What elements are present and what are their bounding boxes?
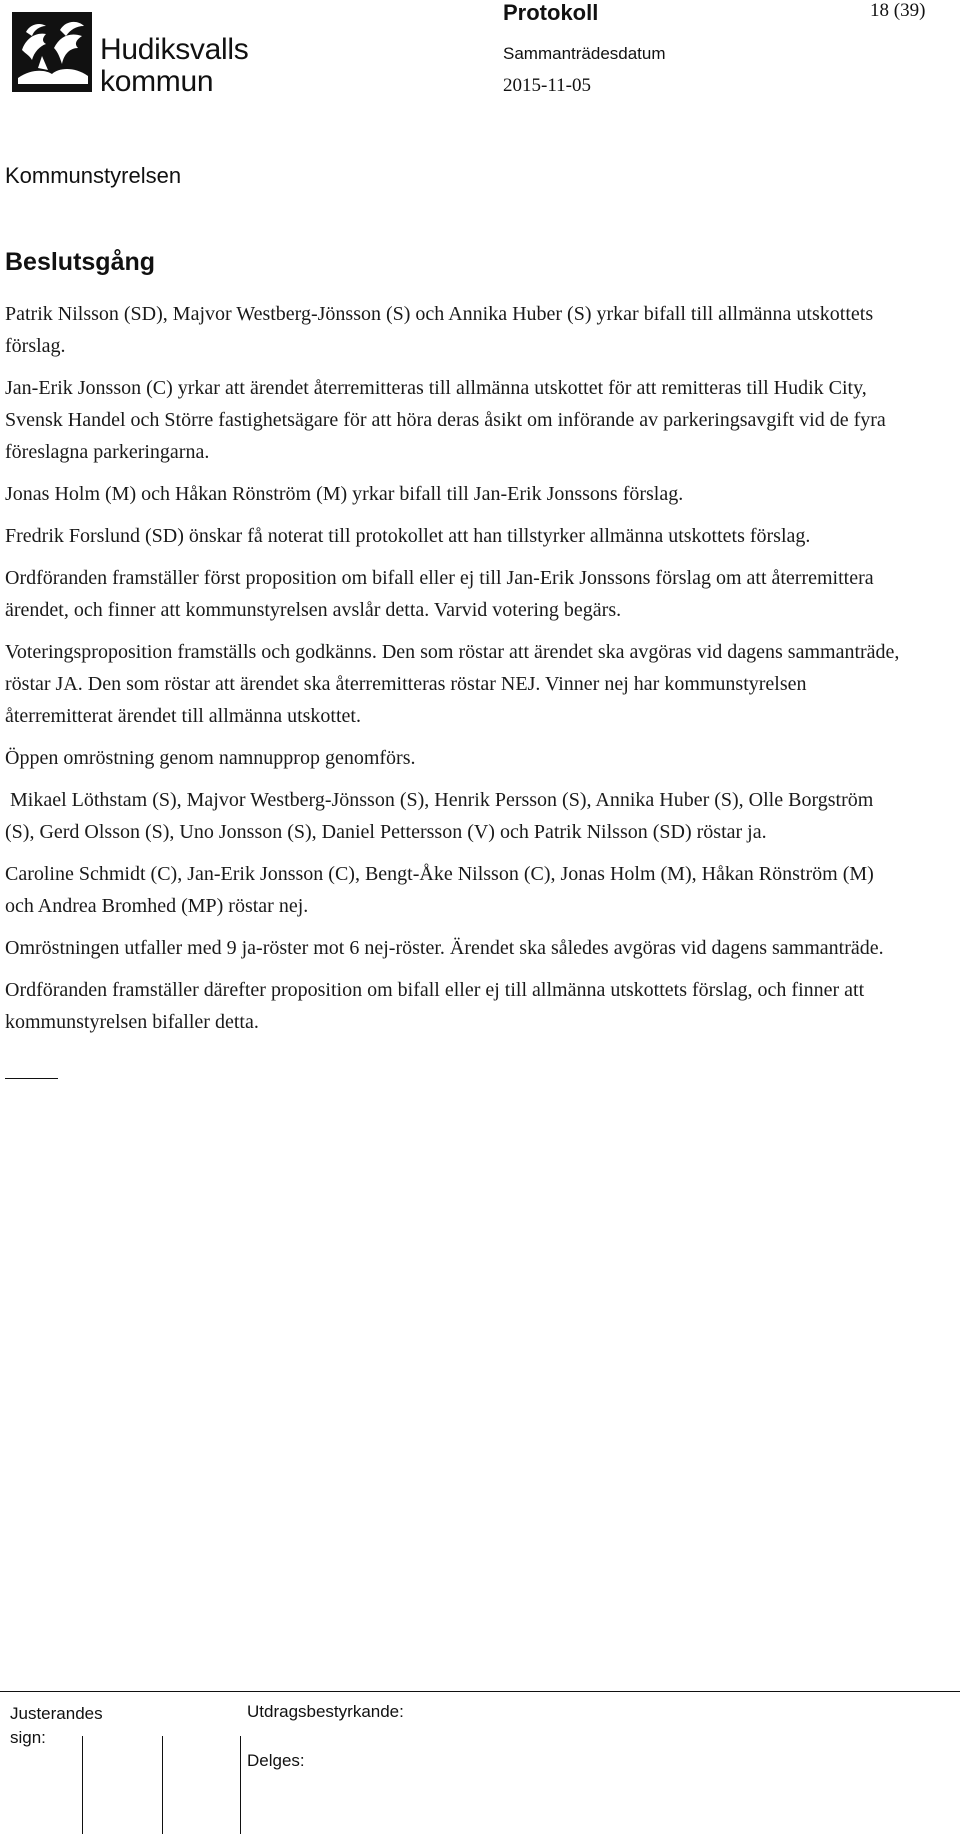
paragraph-vote-result: Omröstningen utfaller med 9 ja-röster mot 6 nej-röster. Ärendet ska således avgöras vid dagens sammanträde. (5, 937, 884, 959)
adjuster-signature-label: Justerandes sign: (10, 1704, 103, 1747)
municipality-logo (12, 12, 256, 98)
section-end-rule (5, 1078, 58, 1079)
municipality-name-line2: kommun (100, 65, 214, 98)
signature-box-divider (82, 1736, 83, 1834)
decision-process-text (5, 298, 905, 1048)
municipality-name-line1: Hudiksvalls (100, 33, 249, 66)
paragraph-referral-proposal: Jan-Erik Jonsson (C) yrkar att ärendet återremitteras till allmänna utskottet för att remitteras till Hudik City, Svensk Handel och Större fastighetsägare för att höra deras åsikt om införande av parkeringsavgift vid de fyra föreslagna parkeringarna. (5, 377, 886, 463)
meeting-date: 2015-11-05 (503, 75, 591, 96)
paragraph-open-vote: Öppen omröstning genom namnupprop genomförs. (5, 747, 416, 769)
paragraph-yes-votes: Mikael Löthstam (S), Majvor Westberg-Jönsson (S), Henrik Persson (S), Annika Huber (S), Olle Borgström (S), Gerd Olsson (S), Uno Jonsson (S), Daniel Pettersson (V) och Patrik Nilsson (SD) röstar ja. (5, 789, 874, 843)
board-name: Kommunstyrelsen (5, 163, 182, 188)
municipality-name (100, 34, 248, 98)
signature-box-divider (240, 1736, 241, 1834)
meeting-date-label: Sammanträdesdatum (503, 44, 666, 63)
distribution-label: Delges: (247, 1751, 305, 1770)
paragraph-no-votes: Caroline Schmidt (C), Jan-Erik Jonsson (C), Bengt-Åke Nilsson (C), Jonas Holm (M), Håkan Rönström (M) och Andrea Bromhed (MP) röstar nej. (5, 863, 874, 917)
paragraph-voting-proposition: Voteringsproposition framställs och godkänns. Den som röstar att ärendet ska avgöras vid dagens sammanträde, röstar JA. Den som röstar att ärendet ska återremitteras röstar NEJ. Vinner nej har kommunstyrelsen återremitterat ärendet till allmänna utskottet. (5, 641, 900, 727)
footer-divider (0, 1691, 960, 1692)
extract-certification-label: Utdragsbestyrkande: (247, 1702, 404, 1721)
paragraph-chair-proposition: Ordföranden framställer först proposition om bifall eller ej till Jan-Erik Jonssons förslag om att återremittera ärendet, och finner att kommunstyrelsen avslår detta. Varvid votering begärs. (5, 567, 874, 621)
paragraph-note-protocol: Fredrik Forslund (SD) önskar få noterat till protokollet att han tillstyrker allmänna utskottets förslag. (5, 525, 811, 547)
section-heading: Beslutsgång (5, 248, 156, 276)
goat-emblem-icon (12, 12, 92, 92)
document-type: Protokoll (503, 0, 599, 25)
paragraph-proposal-support: Patrik Nilsson (SD), Majvor Westberg-Jönsson (S) och Annika Huber (S) yrkar bifall till allmänna utskottets förslag. (5, 303, 874, 357)
paragraph-support-referral: Jonas Holm (M) och Håkan Rönström (M) yrkar bifall till Jan-Erik Jonssons förslag. (5, 483, 684, 505)
signature-box-divider (162, 1736, 163, 1834)
paragraph-final-decision: Ordföranden framställer därefter proposition om bifall eller ej till allmänna utskottets förslag, och finner att kommunstyrelsen bifaller detta. (5, 979, 865, 1033)
page-number: 18 (39) (870, 0, 926, 21)
